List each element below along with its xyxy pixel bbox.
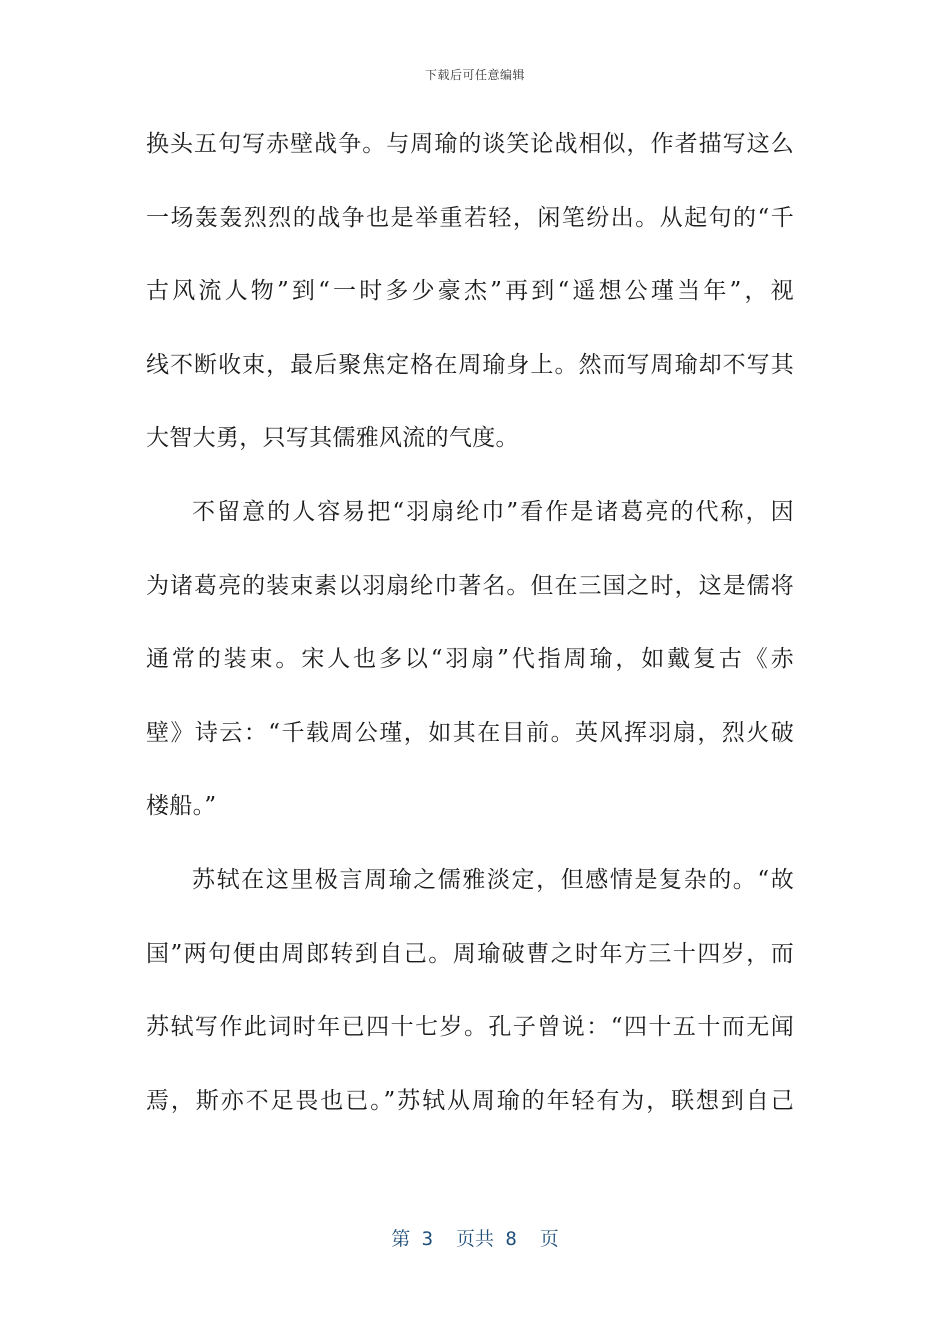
- text-line: 苏轼写作此词时年已四十七岁。孔子曾说：“四十五十而无闻: [146, 1014, 794, 1041]
- text-line: 大智大勇，只写其儒雅风流的气度。: [146, 425, 519, 452]
- text-line: 一场轰轰烈烈的战争也是举重若轻，闲笔纷出。从起句的“千: [146, 204, 794, 231]
- document-body: [146, 118, 794, 1148]
- text-line: 楼船。”: [146, 793, 217, 820]
- text-line: 为诸葛亮的装束素以羽扇纶巾著名。但在三国之时，这是儒将: [146, 572, 794, 599]
- text-line: 古风流人物”到“一时多少豪杰”再到“遥想公瑾当年”，视: [146, 278, 794, 305]
- text-line: 苏轼在这里极言周瑜之儒雅淡定，但感情是复杂的。“故: [192, 866, 794, 893]
- page-footer: 第 3 页共 8 页: [391, 1228, 559, 1250]
- text-line: 壁》诗云：“千载周公瑾，如其在目前。英风挥羽扇，烈火破: [146, 719, 794, 746]
- text-line: 线不断收束，最后聚焦定格在周瑜身上。然而写周瑜却不写其: [146, 351, 794, 378]
- text-line: 换头五句写赤壁战争。与周瑜的谈笑论战相似，作者描写这么: [146, 131, 794, 157]
- text-line: 焉，斯亦不足畏也已。”苏轼从周瑜的年轻有为，联想到自己: [146, 1087, 794, 1114]
- page-header: 下载后可任意编辑: [424, 68, 525, 82]
- text-line: 国”两句便由周郎转到自己。周瑜破曹之时年方三十四岁，而: [146, 940, 794, 967]
- text-line: 通常的装束。宋人也多以“羽扇”代指周瑜，如戴复古《赤: [146, 646, 794, 673]
- text-line: 不留意的人容易把“羽扇纶巾”看作是诸葛亮的代称，因: [192, 498, 794, 525]
